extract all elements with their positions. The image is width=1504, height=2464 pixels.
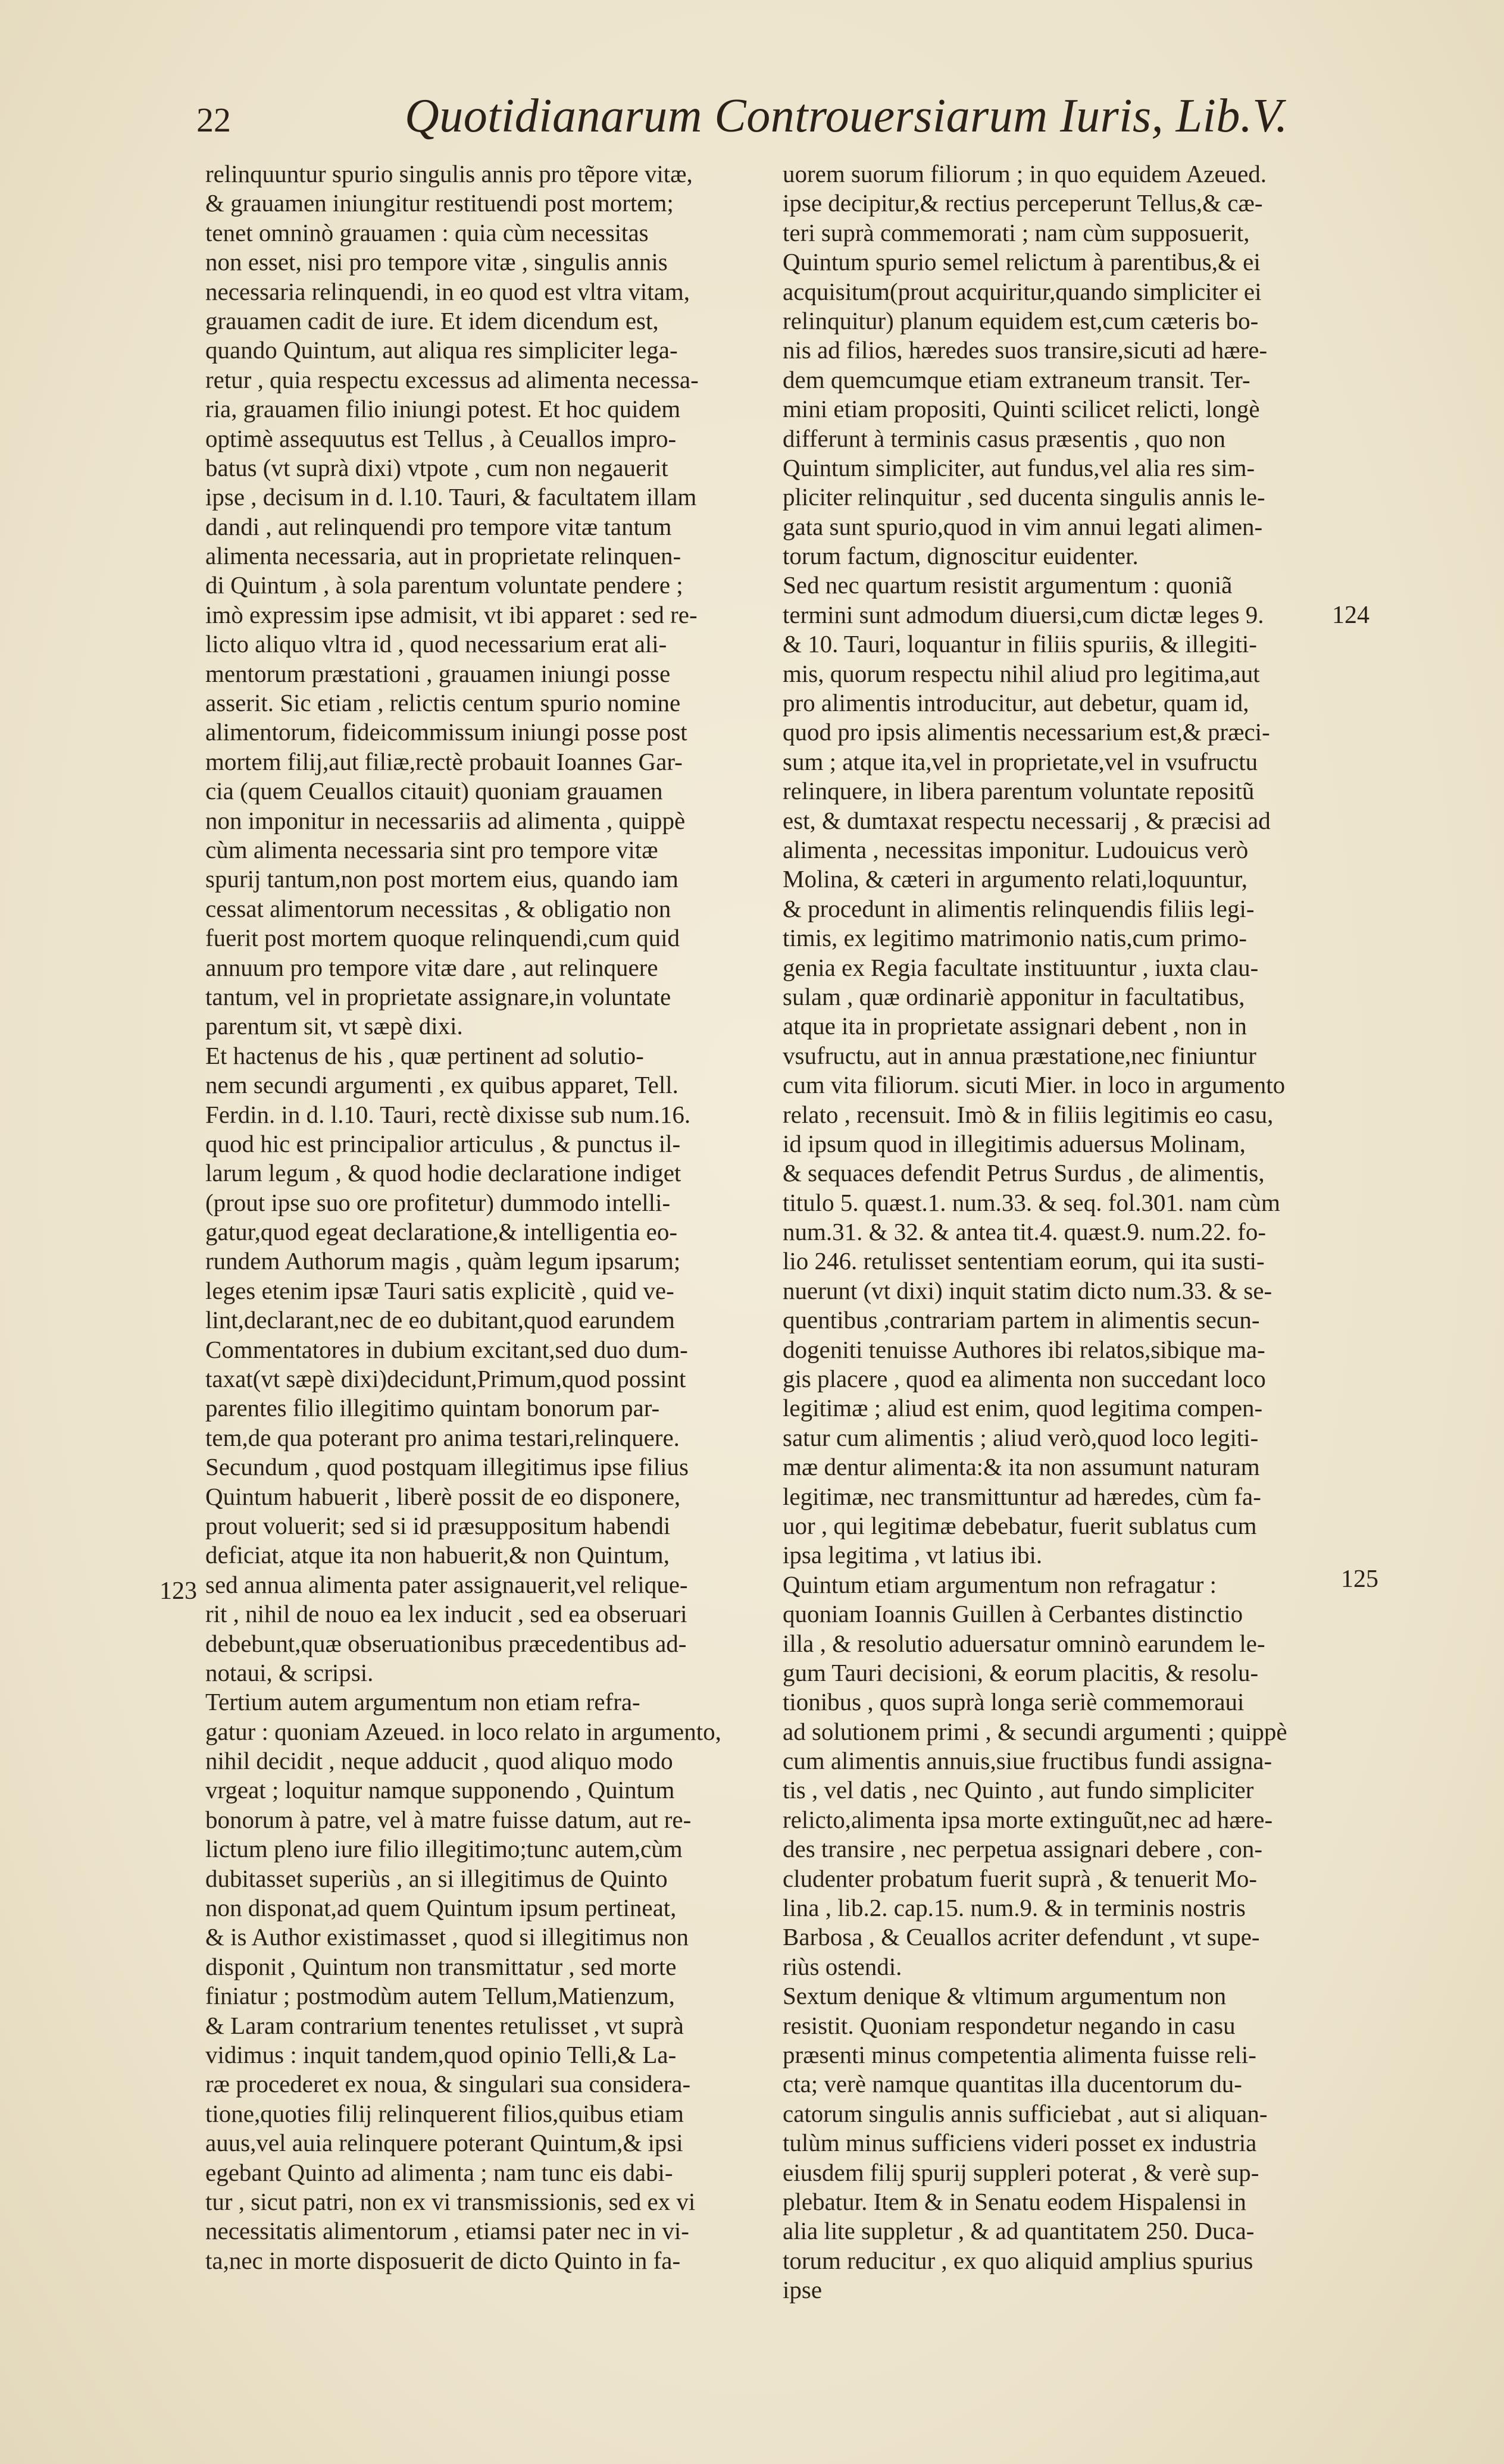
margin-number-123: 123 bbox=[160, 1577, 197, 1605]
text-line: necessitatis alimentorum , etiamsi pater nec in vi- bbox=[205, 2217, 689, 2245]
text-line: non disponat,ad quem Quintum ipsum pertineat, bbox=[205, 1894, 677, 1922]
text-line: nem secundi argumenti , ex quibus apparet, Tell. bbox=[205, 1071, 678, 1099]
page-header bbox=[196, 89, 1327, 155]
text-line: ta,nec in morte disposuerit de dicto Quinto in fa- bbox=[205, 2246, 681, 2274]
text-line: præsenti minus competentia alimenta fuisse reli- bbox=[783, 2041, 1256, 2068]
text-line: Quintum simpliciter, aut fundus,vel alia res sim- bbox=[783, 453, 1255, 481]
text-line: relicto,alimenta ipsa morte extinguũt,nec ad hære- bbox=[783, 1805, 1273, 1833]
text-line: genia ex Regia facultate instituuntur , iuxta clau- bbox=[783, 953, 1259, 981]
text-line: leges etenim ipsæ Tauri satis explicitè , quid ve- bbox=[205, 1276, 674, 1304]
text-line: mini etiam propositi, Quinti scilicet relicti, longè bbox=[783, 395, 1260, 423]
text-line: des transire , nec perpetua assignari debere , con- bbox=[783, 1835, 1262, 1863]
text-line: Ferdin. in d. l.10. Tauri, rectè dixisse sub num.16. bbox=[205, 1100, 691, 1128]
text-line: Barbosa , & Ceuallos acriter defendunt , vt supe- bbox=[783, 1923, 1260, 1951]
text-line: & is Author existimasset , quod si illegitimus non bbox=[205, 1923, 689, 1951]
text-line: taxat(vt sæpè dixi)decidunt,Primum,quod possint bbox=[205, 1365, 686, 1393]
text-line: eiusdem filij spurij suppleri poterat , & verè sup- bbox=[783, 2158, 1259, 2186]
text-line: Sed nec quartum resistit argumentum : quoniã bbox=[783, 571, 1233, 599]
text-line: Sextum denique & vltimum argumentum non bbox=[783, 1982, 1227, 2010]
text-line: tem,de qua poterant pro anima testari,relinquere. bbox=[205, 1423, 680, 1451]
text-line: & sequaces defendit Petrus Surdus , de alimentis, bbox=[783, 1159, 1265, 1187]
text-line: cludenter probatum fuerit suprà , & tenuerit Mo- bbox=[783, 1864, 1257, 1892]
text-line: annuum pro tempore vitæ dare , aut relinquere bbox=[205, 953, 658, 981]
text-line: dem quemcumque etiam extraneum transit. Ter- bbox=[783, 365, 1250, 393]
text-line: relinquuntur spurio singulis annis pro tẽpore vitæ, bbox=[205, 160, 693, 187]
text-line: asserit. Sic etiam , relictis centum spurio nomine bbox=[205, 689, 681, 717]
text-line: gatur,quod egeat declaratione,& intelligentia eo- bbox=[205, 1218, 677, 1246]
text-line: tantum, vel in proprietate assignare,in voluntate bbox=[205, 982, 671, 1010]
text-line: vsufructu, aut in annua præstatione,nec finiuntur bbox=[783, 1041, 1256, 1069]
text-line: relinquere, in libera parentum voluntate repositũ bbox=[783, 777, 1255, 805]
text-line: non imponitur in necessariis ad alimenta , quippè bbox=[205, 806, 686, 834]
text-line: Quintum etiam argumentum non refragatur : bbox=[783, 1570, 1217, 1598]
text-line: relinquitur) planum equidem est,cum cæteris bo- bbox=[783, 306, 1259, 334]
text-line: est, & dumtaxat respectu necessarij , & præcisi ad bbox=[783, 806, 1271, 834]
text-line: spurij tantum,non post mortem eius, quando iam bbox=[205, 865, 678, 893]
text-line: lint,declarant,nec de eo dubitant,quod earundem bbox=[205, 1306, 675, 1334]
text-line: teri suprà commemorati ; nam cùm supposuerit, bbox=[783, 218, 1250, 246]
text-line: mis, quorum respectu nihil aliud pro legitima,aut bbox=[783, 659, 1260, 687]
text-line: legitimæ, nec transmittuntur ad hæredes, cùm fa- bbox=[783, 1482, 1261, 1510]
text-line: Secundum , quod postquam illegitimus ipse filius bbox=[205, 1453, 689, 1481]
text-line: bonorum à patre, vel à matre fuisse datum, aut re- bbox=[205, 1805, 692, 1833]
text-line: alimenta necessaria, aut in proprietate relinquen- bbox=[205, 542, 681, 570]
text-line: nuerunt (vt dixi) inquit statim dicto num.33. & se- bbox=[783, 1276, 1272, 1304]
text-line: auus,vel auia relinquere poterant Quintum,& ipsi bbox=[205, 2129, 683, 2157]
text-line: riùs ostendi. bbox=[783, 1952, 902, 1980]
text-line: rit , nihil de nouo ea lex inducit , sed ea obseruari bbox=[205, 1600, 687, 1628]
text-line: tionibus , quos suprà longa seriè commemoraui bbox=[783, 1688, 1245, 1716]
text-line: relato , recensuit. Imò & in filiis legitimis eo casu, bbox=[783, 1100, 1274, 1128]
text-line: alia lite suppletur , & ad quantitatem 250. Duca- bbox=[783, 2217, 1255, 2245]
text-line: satur cum alimentis ; aliud verò,quod loco legiti- bbox=[783, 1423, 1259, 1451]
text-line: atque ita in proprietate assignari debent , non in bbox=[783, 1012, 1247, 1040]
text-line: deficiat, atque ita non habuerit,& non Quintum, bbox=[205, 1541, 670, 1569]
text-line: timis, ex legitimo matrimonio natis,cum primo- bbox=[783, 924, 1247, 952]
text-line: necessaria relinquendi, in eo quod est vltra vitam, bbox=[205, 277, 690, 305]
text-line: mentorum præstationi , grauamen iniungi posse bbox=[205, 659, 671, 687]
text-line: cùm alimenta necessaria sint pro tempore vitæ bbox=[205, 835, 658, 863]
text-line: ipse bbox=[783, 2276, 823, 2304]
text-line: tis , vel datis , nec Quinto , aut fundo simpliciter bbox=[783, 1776, 1254, 1804]
text-line: vrgeat ; loquitur namque supponendo , Quintum bbox=[205, 1776, 675, 1804]
text-line: notaui, & scripsi. bbox=[205, 1658, 374, 1686]
text-line: mæ dentur alimenta:& ita non assumunt naturam bbox=[783, 1453, 1260, 1481]
text-line: quoniam Ioannis Guillen à Cerbantes distinctio bbox=[783, 1600, 1243, 1628]
text-line: ria, grauamen filio iniungi potest. Et hoc quidem bbox=[205, 395, 681, 423]
left-text-column bbox=[205, 159, 765, 2275]
text-line: id ipsum quod in illegitimis aduersus Molinam, bbox=[783, 1129, 1246, 1157]
text-line: gis placere , quod ea alimenta non succedant loco bbox=[783, 1365, 1266, 1393]
text-line: legitimæ ; aliud est enim, quod legitima compen- bbox=[783, 1394, 1263, 1422]
text-line: parentes filio illegitimo quintam bonorum par- bbox=[205, 1394, 660, 1422]
text-line: & procedunt in alimentis relinquendis filiis legi- bbox=[783, 894, 1255, 922]
text-line: cum alimentis annuis,siue fructibus fundi assigna- bbox=[783, 1747, 1272, 1775]
text-line: mortem filij,aut filiæ,rectè probauit Ioannes Gar- bbox=[205, 747, 683, 775]
text-line: (prout ipse suo ore profitetur) dummodo intelli- bbox=[205, 1188, 671, 1216]
text-line: lio 246. retulisset sententiam eorum, qui ita susti- bbox=[783, 1247, 1265, 1275]
right-text-column bbox=[783, 159, 1342, 2305]
text-line: plebatur. Item & in Senatu eodem Hispalensi in bbox=[783, 2187, 1246, 2215]
text-line: larum legum , & quod hodie declaratione indiget bbox=[205, 1159, 681, 1187]
text-line: cum vita filiorum. sicuti Mier. in loco in argumento bbox=[783, 1071, 1286, 1099]
text-line: cessat alimentorum necessitas , & obligatio non bbox=[205, 894, 671, 922]
text-line: lina , lib.2. cap.15. num.9. & in terminis nostris bbox=[783, 1894, 1246, 1922]
text-line: quentibus ,contrariam partem in alimentis secun- bbox=[783, 1306, 1260, 1334]
text-line: licto aliquo vltra id , quod necessarium erat ali- bbox=[205, 630, 667, 658]
text-line: & Laram contrarium tenentes retulisset , vt suprà bbox=[205, 2011, 684, 2039]
text-line: grauamen cadit de iure. Et idem dicendum est, bbox=[205, 306, 659, 334]
text-line: sed annua alimenta pater assignauerit,vel relique- bbox=[205, 1570, 688, 1598]
text-line: ræ procederet ex noua, & singulari sua considera- bbox=[205, 2070, 691, 2098]
text-line: titulo 5. quæst.1. num.33. & seq. fol.301. nam cùm bbox=[783, 1188, 1280, 1216]
text-line: uor , qui legitimæ debebatur, fuerit sublatus cum bbox=[783, 1511, 1257, 1539]
text-line: tenet omninò grauamen : quia cùm necessitas bbox=[205, 218, 649, 246]
text-line: di Quintum , à sola parentum voluntate pendere ; bbox=[205, 571, 683, 599]
text-line: gum Tauri decisioni, & eorum placitis, & resolu- bbox=[783, 1658, 1259, 1686]
text-line: dandi , aut relinquendi pro tempore vitæ tantum bbox=[205, 512, 672, 540]
text-line: uorem suorum filiorum ; in quo equidem Azeued. bbox=[783, 160, 1267, 187]
text-line: torum reducitur , ex quo aliquid amplius spurius bbox=[783, 2246, 1253, 2274]
text-line: Quintum habuerit , liberè possit de eo disponere, bbox=[205, 1482, 681, 1510]
text-line: batus (vt suprà dixi) vtpote , cum non negauerit bbox=[205, 453, 668, 481]
text-line: ipsa legitima , vt latius ibi. bbox=[783, 1541, 1043, 1569]
text-line: quod pro ipsis alimentis necessarium est,& præci- bbox=[783, 718, 1270, 746]
text-line: nihil decidit , neque adducit , quod aliquo modo bbox=[205, 1747, 673, 1775]
text-line: dubitasset superiùs , an si illegitimus de Quinto bbox=[205, 1864, 668, 1892]
text-line: torum factum, dignoscitur euidenter. bbox=[783, 542, 1139, 570]
text-line: debebunt,quæ obseruationibus præcedentibus ad- bbox=[205, 1629, 687, 1657]
text-line: cta; verè namque quantitas illa ducentorum du- bbox=[783, 2070, 1242, 2098]
text-line: finiatur ; postmodùm autem Tellum,Matienzum, bbox=[205, 1982, 675, 2010]
text-line: Et hactenus de his , quæ pertinent ad solutio- bbox=[205, 1041, 644, 1069]
text-line: ipse , decisum in d. l.10. Tauri, & facultatem illam bbox=[205, 483, 697, 511]
text-line: gata sunt spurio,quod in vim annui legati alimen- bbox=[783, 512, 1263, 540]
text-line: sum ; atque ita,vel in proprietate,vel in vsufructu bbox=[783, 747, 1258, 775]
text-line: Molina, & cæteri in argumento relati,loquuntur, bbox=[783, 865, 1248, 893]
text-line: quando Quintum, aut aliqua res simpliciter lega- bbox=[205, 336, 678, 364]
text-line: prout voluerit; sed si id præsuppositum habendi bbox=[205, 1511, 671, 1539]
text-line: quod hic est principalior articulus , & punctus il- bbox=[205, 1129, 681, 1157]
text-line: pro alimentis introducitur, aut debetur, quam id, bbox=[783, 689, 1249, 717]
margin-number-124: 124 bbox=[1332, 602, 1369, 629]
text-line: Quintum spurio semel relictum à parentibus,& ei bbox=[783, 248, 1261, 276]
text-line: sulam , quæ ordinariè apponitur in facultatibus, bbox=[783, 982, 1245, 1010]
text-line: optimè assequutus est Tellus , à Ceuallos impro- bbox=[205, 424, 677, 452]
text-line: illa , & resolutio aduersatur omninò earundem le- bbox=[783, 1629, 1265, 1657]
text-line: dogeniti tenuisse Authores ibi relatos,sibique ma- bbox=[783, 1335, 1265, 1363]
text-line: vidimus : inquit tandem,quod opinio Telli,& La- bbox=[205, 2041, 677, 2068]
text-line: Commentatores in dubium excitant,sed duo dum- bbox=[205, 1335, 688, 1363]
text-line: tione,quoties filij relinquerent filios,quibus etiam bbox=[205, 2099, 684, 2127]
text-line: rundem Authorum magis , quàm legum ipsarum; bbox=[205, 1247, 681, 1275]
text-line: fuerit post mortem quoque relinquendi,cum quid bbox=[205, 924, 680, 952]
text-line: catorum singulis annis sufficiebat , aut si aliquan- bbox=[783, 2099, 1268, 2127]
text-line: alimenta , necessitas imponitur. Ludouicus verò bbox=[783, 835, 1249, 863]
text-line: & 10. Tauri, loquantur in filiis spuriis, & illegiti- bbox=[783, 630, 1257, 658]
text-line: imò expressim ipse admisit, vt ibi apparet : sed re- bbox=[205, 600, 698, 628]
text-line: Tertium autem argumentum non etiam refra- bbox=[205, 1688, 640, 1716]
text-line: nis ad filios, hæredes suos transire,sicuti ad hære- bbox=[783, 336, 1268, 364]
text-line: gatur : quoniam Azeued. in loco relato in argumento, bbox=[205, 1717, 721, 1745]
page-number: 22 bbox=[196, 101, 231, 139]
text-line: resistit. Quoniam respondetur negando in casu bbox=[783, 2011, 1236, 2039]
text-line: lictum pleno iure filio illegitimo;tunc autem,cùm bbox=[205, 1835, 683, 1863]
text-line: egebant Quinto ad alimenta ; nam tunc eis dabi- bbox=[205, 2158, 673, 2186]
text-line: parentum sit, vt sæpè dixi. bbox=[205, 1012, 463, 1040]
text-line: num.31. & 32. & antea tit.4. quæst.9. num.22. fo- bbox=[783, 1218, 1266, 1246]
text-line: ipse decipitur,& rectius perceperunt Tellus,& cæ- bbox=[783, 189, 1263, 217]
text-line: retur , quia respectu excessus ad alimenta necessa- bbox=[205, 365, 699, 393]
text-line: acquisitum(prout acquiritur,quando simpliciter ei bbox=[783, 277, 1262, 305]
text-line: pliciter relinquitur , sed ducenta singulis annis le- bbox=[783, 483, 1265, 511]
text-line: cia (quem Ceuallos citauit) quoniam grauamen bbox=[205, 777, 663, 805]
text-line: tulùm minus sufficiens videri posset ex industria bbox=[783, 2129, 1257, 2157]
text-line: alimentorum, fideicommissum iniungi posse post bbox=[205, 718, 687, 746]
running-title: Quotidianarum Controuersiarum Iuris, Lib.V. bbox=[405, 90, 1288, 142]
text-line: tur , sicut patri, non ex vi transmissionis, sed ex vi bbox=[205, 2187, 696, 2215]
text-line: ad solutionem primi , & secundi argumenti ; quippè bbox=[783, 1717, 1287, 1745]
text-line: differunt à terminis casus præsentis , quo non bbox=[783, 424, 1225, 452]
margin-number-125: 125 bbox=[1341, 1566, 1378, 1593]
text-line: termini sunt admodum diuersi,cum dictæ leges 9. bbox=[783, 600, 1264, 628]
text-line: non esset, nisi pro tempore vitæ , singulis annis bbox=[205, 248, 668, 276]
text-line: disponit , Quintum non transmittatur , sed morte bbox=[205, 1952, 677, 1980]
text-line: & grauamen iniungitur restituendi post mortem; bbox=[205, 189, 674, 217]
